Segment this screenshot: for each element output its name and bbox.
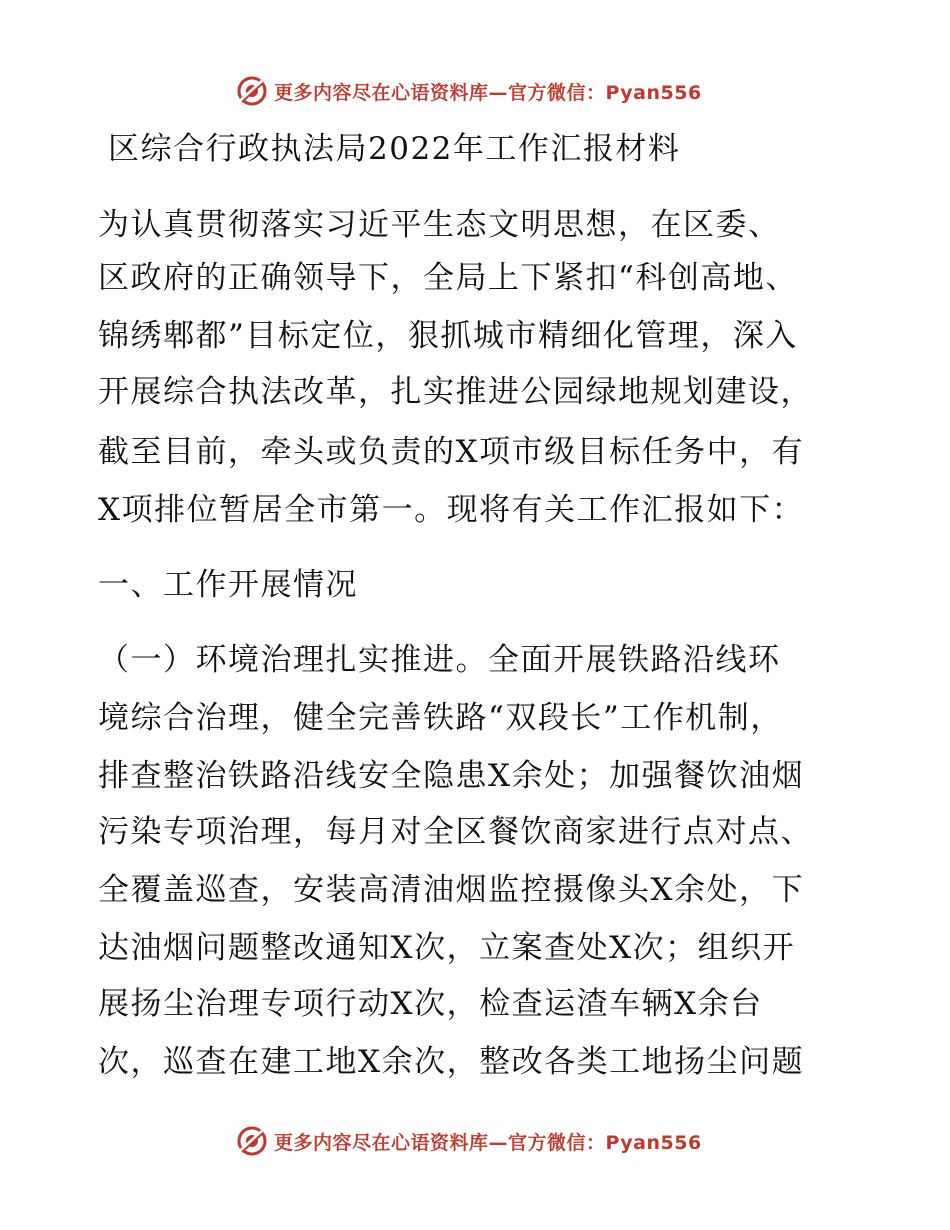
watermark-bottom bbox=[236, 1124, 702, 1158]
watermark-top bbox=[236, 74, 702, 108]
paragraph-line: （一）环境治理扎实推进。全面开展铁路沿线环 bbox=[98, 642, 781, 678]
paragraph-line: 为认真贯彻落实习近平生态文明思想，在区委、 bbox=[98, 207, 781, 243]
paragraph-line: 境综合治理，健全完善铁路“双段长”工作机制， bbox=[98, 700, 783, 736]
watermark-text: 更多内容尽在心语资料库—官方微信：Pyan556 bbox=[274, 1131, 702, 1154]
document-title: 区综合行政执法局2022年工作汇报材料 bbox=[108, 131, 681, 167]
paragraph-line: 排查整治铁路沿线安全隐患X余处；加强餐饮油烟 bbox=[98, 758, 805, 794]
paragraph-line: 达油烟问题整改通知X次，立案查处X次；组织开 bbox=[98, 930, 796, 966]
paragraph-line: 截至目前，牵头或负责的X项市级目标任务中，有 bbox=[98, 434, 805, 470]
watermark-logo-icon bbox=[236, 75, 268, 107]
paragraph-line: X项排位暂居全市第一。现将有关工作汇报如下： bbox=[98, 492, 805, 528]
paragraph-line: 展扬尘治理专项行动X次，检查运渣车辆X余台 bbox=[98, 986, 763, 1022]
paragraph-line: 污染专项治理，每月对全区餐饮商家进行点对点、 bbox=[98, 814, 813, 850]
paragraph-line: 次，巡查在建工地X余次，整改各类工地扬尘问题 bbox=[98, 1044, 805, 1080]
paragraph-line: 全覆盖巡查，安装高清油烟监控摄像头X余处，下 bbox=[98, 872, 805, 908]
watermark-text: 更多内容尽在心语资料库—官方微信：Pyan556 bbox=[274, 81, 702, 104]
paragraph-line: 开展综合执法改革，扎实推进公园绿地规划建设， bbox=[98, 374, 813, 410]
watermark-logo-icon bbox=[236, 1125, 268, 1157]
section-heading: 一、工作开展情况 bbox=[98, 567, 358, 603]
paragraph-line: 锦绣郫都”目标定位，狠抓城市精细化管理，深入 bbox=[98, 318, 798, 354]
paragraph-line: 区政府的正确领导下，全局上下紧扣“科创高地、 bbox=[98, 260, 798, 296]
